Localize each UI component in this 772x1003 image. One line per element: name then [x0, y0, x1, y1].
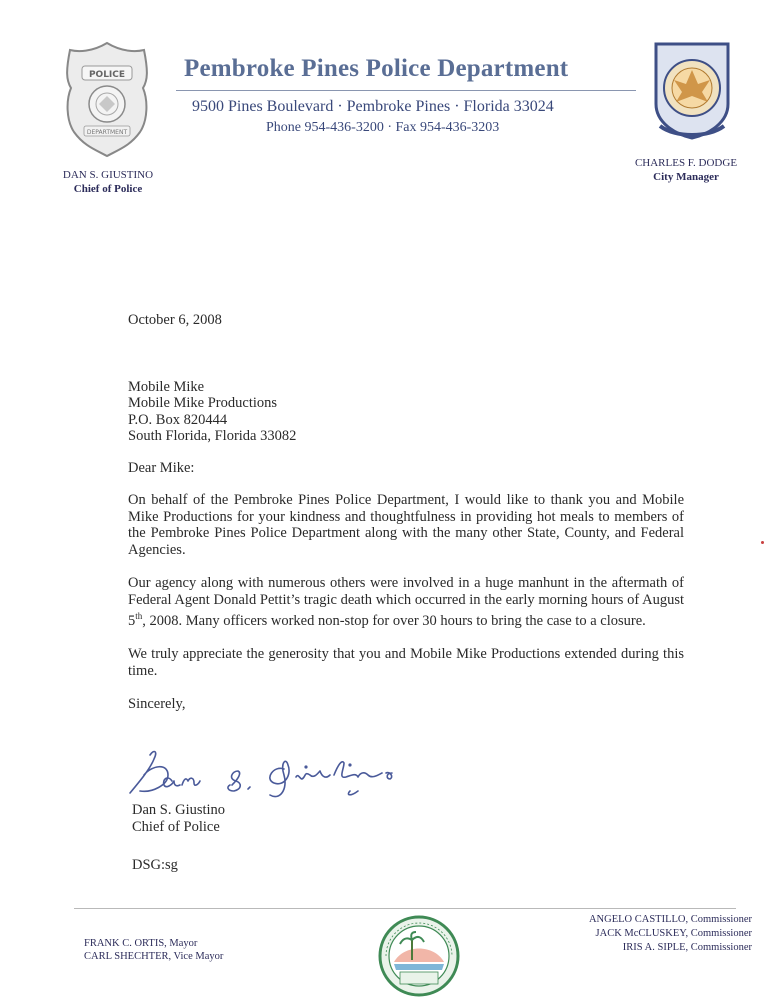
department-title: Pembroke Pines Police Department	[184, 55, 569, 82]
city-manager-name: CHARLES F. DODGE	[634, 157, 738, 169]
city-manager-heading	[624, 156, 748, 184]
commissioner-name: JACK McCLUSKEY, Commissioner	[595, 928, 752, 939]
paragraph-thanks: On behalf of the Pembroke Pines Police Department, I would like to thank you and Mobile Mike Productions for your kindness and thoughtfulness in providing hot meals to members of the Pembroke Pines Police Department along with the many other State, County, and Federal Agencies.	[128, 492, 684, 558]
reference-initials: DSG:sg	[132, 857, 178, 873]
stray-mark	[761, 541, 764, 544]
paragraph-manhunt	[128, 575, 684, 629]
chief-title: Chief of Police	[73, 183, 143, 195]
signer-title: Chief of Police	[132, 819, 220, 835]
badge-text: POLICE	[88, 70, 126, 80]
header-divider	[176, 90, 636, 91]
police-badge-logo	[62, 40, 152, 158]
city-manager-title: City Manager	[653, 171, 719, 183]
footer-commissioners	[520, 913, 752, 955]
paragraph-text: Our agency along with numerous others were involved in a huge manhunt in the aftermath of Federal Agent Donald Pettit’s tragic death which occurred in the early morning hours of August 5	[128, 575, 684, 629]
mayor-name: FRANK C. ORTIS, Mayor	[84, 938, 198, 949]
paragraph-text: , 2008. Many officers worked non-stop for over 30 hours to bring the case to a closure.	[142, 612, 646, 629]
city-footer-seal-logo	[376, 914, 462, 998]
chief-name: DAN S. GIUSTINO	[62, 169, 154, 181]
signer-name: Dan S. Giustino	[132, 802, 226, 818]
city-seal-logo	[646, 40, 738, 140]
ordinal-suffix: th	[135, 611, 143, 621]
commissioner-name: ANGELO CASTILLO, Commissioner	[588, 914, 752, 925]
signature-block	[132, 802, 225, 836]
commissioner-name: IRIS A. SIPLE, Commissioner	[622, 942, 752, 953]
recipient-line: South Florida, Florida 33082	[128, 428, 297, 444]
vice-mayor-name: CARL SHECHTER, Vice Mayor	[84, 951, 224, 962]
letter-date: October 6, 2008	[128, 312, 222, 328]
handwritten-signature	[124, 745, 414, 803]
department-phone-fax: Phone 954-436-3200 · Fax 954-436-3203	[266, 120, 500, 135]
footer-mayors	[84, 937, 223, 963]
recipient-address	[128, 379, 684, 445]
letter-body	[128, 312, 684, 713]
chief-of-police-heading	[40, 168, 176, 196]
closing: Sincerely,	[128, 696, 186, 713]
recipient-line: Mobile Mike Productions	[128, 395, 278, 411]
recipient-line: Mobile Mike	[128, 378, 205, 395]
recipient-line: P.O. Box 820444	[128, 411, 228, 428]
salutation: Dear Mike:	[128, 459, 195, 476]
badge-lower-text: DEPARTMENT	[86, 129, 128, 136]
department-address: 9500 Pines Boulevard · Pembroke Pines · Florida 33024	[192, 98, 554, 115]
paragraph-appreciation: We truly appreciate the generosity that you and Mobile Mike Productions extended during this time.	[128, 646, 684, 679]
footer-divider	[74, 908, 736, 909]
